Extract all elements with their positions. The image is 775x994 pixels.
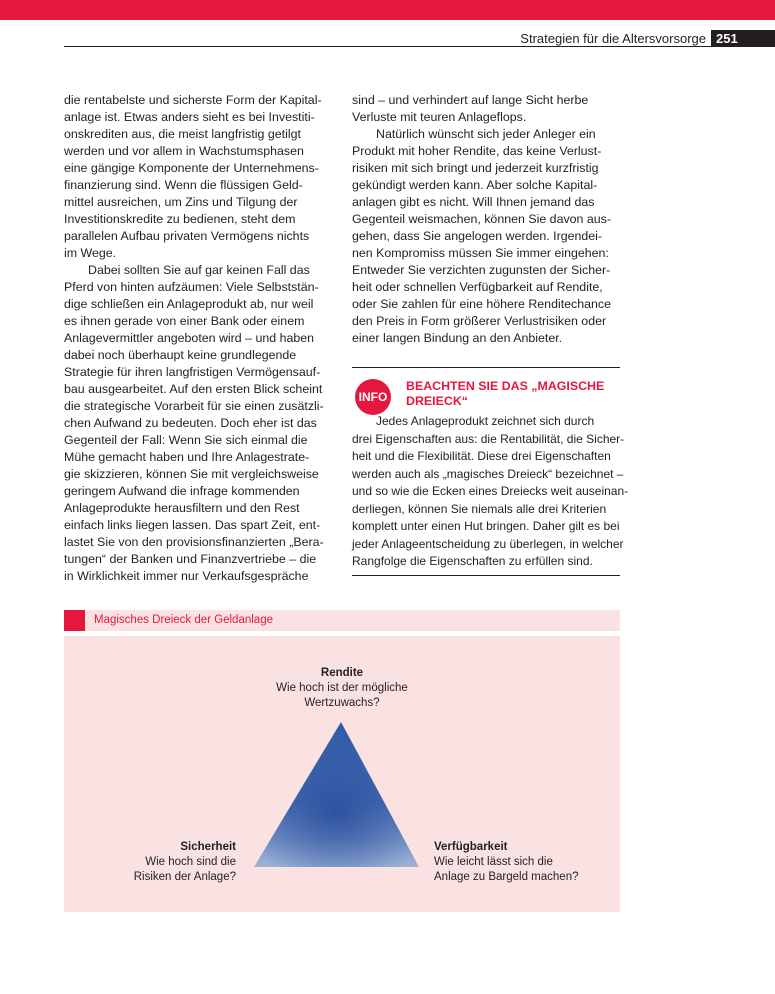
info-top-rule xyxy=(352,367,620,368)
info-title-line: DREIECK“ xyxy=(406,394,468,408)
info-text-line: und so wie die Ecken eines Dreiecks weit auseinan- xyxy=(352,484,629,498)
vertex-title: Rendite xyxy=(320,667,364,679)
top-color-bar xyxy=(0,0,775,20)
text-line: tungen“ der Banken und Finanzvertriebe – die xyxy=(64,552,317,566)
text-line: nen Kompromiss müssen Sie immer eingehen: xyxy=(352,246,609,260)
vertex-label-rendite xyxy=(244,666,440,711)
text-line: den Preis in Form größerer Verlustrisiken oder xyxy=(352,314,607,328)
vertex-question: Anlage zu Bargeld machen? xyxy=(434,871,579,883)
text-line: sind – und verhindert auf lange Sicht herbe xyxy=(352,93,589,107)
vertex-question: Wertzuwachs? xyxy=(304,697,380,709)
right-text-column xyxy=(352,92,622,347)
info-text-line: Jedes Anlageprodukt zeichnet sich durch xyxy=(376,414,595,428)
vertex-question: Wie hoch ist der mögliche xyxy=(276,682,408,694)
running-header-title: Strategien für die Altersvorsorge xyxy=(520,31,706,46)
diagram-header xyxy=(64,610,620,631)
info-text-line: jeder Anlageentscheidung zu überlegen, in welcher xyxy=(352,536,624,551)
text-line: einer langen Bindung an den Anbieter. xyxy=(352,331,563,345)
text-line: mittel ausreichen, um Zins und Tilgung der xyxy=(64,195,298,209)
info-text-line: derliegen, können Sie niemals alle drei Kriterien xyxy=(352,501,607,516)
text-line: heit oder schnellen Verfügbarkeit auf Rendite, xyxy=(352,280,603,294)
text-line: chen Aufwand zu bedeuten. Doch eher ist das xyxy=(64,416,317,430)
info-text-line: heit und die Flexibilität. Diese drei Eigenschaften xyxy=(352,449,611,463)
text-line: Mühe gemacht haben und Ihre Anlagestrate- xyxy=(64,450,310,464)
info-text-line: werden auch als „magisches Dreieck“ bezeichnet – xyxy=(352,466,624,481)
diagram-title: Magisches Dreieck der Geldanlage xyxy=(94,614,273,626)
info-body xyxy=(352,413,629,571)
text-line: gie skizzieren, können Sie mit vergleichsweise xyxy=(64,467,319,481)
vertex-question: Risiken der Anlage? xyxy=(133,871,236,883)
text-line: anlage ist. Etwas anders sieht es bei Investiti- xyxy=(64,110,315,124)
text-line: Produkt mit hoher Rendite, das keine Verlust- xyxy=(352,144,602,158)
vertex-title: Sicherheit xyxy=(180,841,236,853)
page-number: 251 xyxy=(711,30,775,47)
text-line: anlagen gibt es nicht. Will Ihnen jemand das xyxy=(352,195,595,209)
text-line: dige schließen ein Anlageprodukt ab, nur weil xyxy=(64,297,314,311)
text-line: Investitionskredite zu bedienen, steht dem xyxy=(64,212,296,226)
text-line: Natürlich wünscht sich jeder Anleger ein xyxy=(376,127,596,141)
text-line: risiken mit sich bringt und jederzeit kurzfristig xyxy=(352,161,599,175)
info-title xyxy=(406,379,616,409)
text-line: geringem Aufwand die infrage kommenden xyxy=(64,484,300,498)
text-line: parallelen Aufbau privaten Vermögens nichts xyxy=(64,229,310,243)
text-line: es ihnen gerade von einer Bank oder einem xyxy=(64,314,305,328)
text-line: Anlagevermittler angeboten wird – und haben xyxy=(64,331,315,345)
text-line: Gegenteil der Fall: Wenn Sie sich einmal die xyxy=(64,433,308,447)
vertex-title: Verfügbarkeit xyxy=(434,841,508,853)
text-line: oder Sie zahlen für eine höhere Renditechance xyxy=(352,297,612,311)
text-line: gehen, dass Sie angelogen werden. Irgendei- xyxy=(352,229,603,243)
text-line: eine gängige Komponente der Unternehmens- xyxy=(64,161,319,175)
info-bottom-rule xyxy=(352,575,620,576)
vertex-question: Wie leicht lässt sich die xyxy=(434,856,553,868)
text-line: in Wirklichkeit immer nur Verkaufsgespräche xyxy=(64,569,309,583)
text-line: werden und vor allem in Wachstumsphasen xyxy=(64,144,304,158)
text-line: onskrediten aus, die meist langfristig getilgt xyxy=(64,127,301,141)
text-line: im Wege. xyxy=(64,246,117,260)
text-line: bau ausgearbeitet. Auf den ersten Blick scheint xyxy=(64,382,323,396)
vertex-label-sicherheit xyxy=(104,840,236,885)
text-line: Gegenteil weismachen, können Sie davon aus- xyxy=(352,212,611,226)
text-line: gekündigt werden kann. Aber solche Kapital- xyxy=(352,178,598,192)
diagram-panel xyxy=(64,636,620,912)
vertex-question: Wie hoch sind die xyxy=(145,856,236,868)
text-line: Verluste mit teuren Anlageflops. xyxy=(352,110,527,124)
text-line: Pferd von hinten aufzäumen: Viele Selbststän- xyxy=(64,280,319,294)
info-text-line: drei Eigenschaften aus: die Rentabilität, die Sicher- xyxy=(352,431,625,446)
diagram-marker xyxy=(64,610,85,631)
text-line: die strategische Vorarbeit für sie einen zusätzli- xyxy=(64,399,324,413)
text-line: einfach links liegen lassen. Das spart Zeit, ent- xyxy=(64,518,321,532)
text-line: Dabei sollten Sie auf gar keinen Fall das xyxy=(88,263,310,277)
left-text-column xyxy=(64,92,334,585)
info-badge: INFO xyxy=(355,379,391,415)
info-title-line: BEACHTEN SIE DAS „MAGISCHE xyxy=(406,379,605,393)
text-line: finanzierung sind. Wenn die flüssigen Geld- xyxy=(64,178,303,192)
text-line: Strategie für ihren langfristigen Vermögensauf- xyxy=(64,365,321,379)
info-text-line: komplett unter einen Hut bringen. Daher gilt es bei xyxy=(352,519,620,533)
text-line: Entweder Sie verzichten zugunsten der Sicher- xyxy=(352,263,611,277)
triangle-shade xyxy=(254,722,419,867)
text-line: die rentabelste und sicherste Form der Kapital- xyxy=(64,93,322,107)
text-line: dabei noch überhaupt keine grundlegende xyxy=(64,348,297,362)
text-line: Anlageprodukte herausfiltern und den Rest xyxy=(64,501,300,515)
info-text-line: Rangfolge die Eigenschaften zu erfüllen sind. xyxy=(352,554,593,568)
vertex-label-verfuegbarkeit xyxy=(434,840,614,885)
header-rule xyxy=(64,46,711,47)
text-line: lastet Sie von den provisionsfinanzierten „Bera- xyxy=(64,535,324,549)
